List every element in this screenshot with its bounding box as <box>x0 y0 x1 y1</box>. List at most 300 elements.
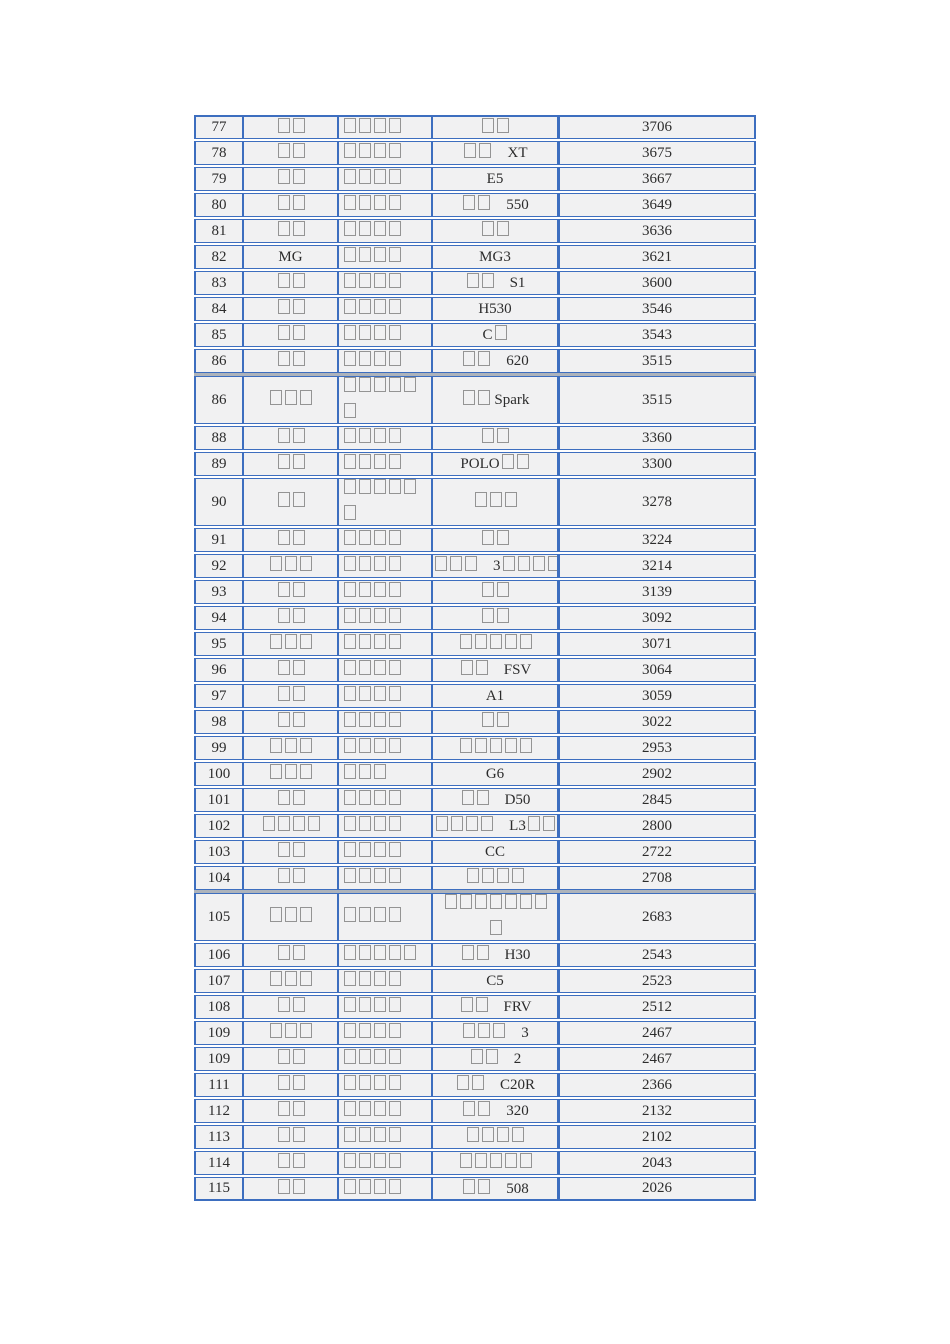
cell-brand <box>243 580 338 604</box>
missing-glyph-box-icon <box>445 894 457 909</box>
cell-text <box>244 634 337 654</box>
cell-text <box>244 299 337 319</box>
missing-glyph-box-icon <box>490 894 502 909</box>
cell-model <box>432 115 558 139</box>
cell-rank <box>194 840 243 864</box>
cell-brand <box>243 606 338 630</box>
cell-rank <box>194 115 243 139</box>
cell-text: 92 <box>211 557 227 574</box>
missing-glyph-box-icon <box>404 479 416 494</box>
cell-text <box>433 118 557 138</box>
cell-model <box>432 788 558 812</box>
cell-text <box>433 582 557 602</box>
missing-glyph-box-icon <box>482 428 494 443</box>
cell-category <box>338 193 432 217</box>
missing-glyph-box-icon <box>404 377 416 392</box>
cell-text: 108 <box>207 998 231 1015</box>
cell-sales <box>558 995 756 1019</box>
table-row <box>194 193 756 217</box>
cell-text <box>342 376 431 424</box>
cell-category <box>338 1073 432 1097</box>
cell-text: S1 <box>433 273 557 293</box>
missing-glyph-box-icon <box>464 143 476 158</box>
missing-glyph-box-icon <box>389 1075 401 1090</box>
cell-sales <box>558 219 756 243</box>
cell-text <box>433 489 557 515</box>
missing-glyph-box-icon <box>475 634 487 649</box>
cell-text: 2523 <box>642 972 672 989</box>
missing-glyph-box-icon <box>278 530 290 545</box>
cell-text <box>244 489 337 515</box>
missing-glyph-box-icon <box>344 428 356 443</box>
cell-brand <box>243 554 338 578</box>
missing-glyph-box-icon <box>490 920 502 935</box>
cell-text: G6 <box>485 765 505 782</box>
cell-text <box>244 790 337 810</box>
missing-glyph-box-icon <box>503 556 515 571</box>
cell-text: H30 <box>433 945 557 965</box>
cell-text <box>342 1179 431 1199</box>
missing-glyph-box-icon <box>344 299 356 314</box>
missing-glyph-box-icon <box>374 971 386 986</box>
missing-glyph-box-icon <box>520 738 532 753</box>
missing-glyph-box-icon <box>389 1049 401 1064</box>
missing-glyph-box-icon <box>389 1153 401 1168</box>
cell-category <box>338 580 432 604</box>
cell-text: L3 <box>433 816 557 836</box>
cell-text: 550 <box>433 195 557 215</box>
cell-brand <box>243 426 338 450</box>
missing-glyph-box-icon <box>460 1153 472 1168</box>
cell-text: C <box>433 325 557 345</box>
missing-glyph-box-icon <box>278 1179 290 1194</box>
missing-glyph-box-icon <box>278 712 290 727</box>
missing-glyph-box-icon <box>293 816 305 831</box>
cell-model <box>432 167 558 191</box>
missing-glyph-box-icon <box>436 816 448 831</box>
cell-sales <box>558 1151 756 1175</box>
cell-brand <box>243 788 338 812</box>
cell-model <box>432 1021 558 1045</box>
cell-text <box>244 816 337 836</box>
cell-category <box>338 323 432 347</box>
missing-glyph-box-icon <box>285 971 297 986</box>
cell-text: 2467 <box>642 1024 672 1041</box>
missing-glyph-box-icon <box>359 1101 371 1116</box>
missing-glyph-box-icon <box>389 221 401 236</box>
cell-text <box>342 945 431 965</box>
cell-text <box>342 712 431 732</box>
cell-text <box>244 608 337 628</box>
cell-brand <box>243 245 338 269</box>
cell-text: 85 <box>211 326 227 343</box>
missing-glyph-box-icon <box>389 1179 401 1194</box>
table-row <box>194 167 756 191</box>
cell-sales <box>558 736 756 760</box>
missing-glyph-box-icon <box>278 608 290 623</box>
table-row <box>194 323 756 347</box>
cell-rank <box>194 580 243 604</box>
cell-text: A1 <box>485 687 505 704</box>
missing-glyph-box-icon <box>278 997 290 1012</box>
cell-text <box>244 1101 337 1121</box>
cell-brand <box>243 1125 338 1149</box>
cell-category <box>338 840 432 864</box>
missing-glyph-box-icon <box>460 894 472 909</box>
missing-glyph-box-icon <box>344 868 356 883</box>
missing-glyph-box-icon <box>293 660 305 675</box>
cell-model <box>432 554 558 578</box>
cell-model <box>432 632 558 656</box>
cell-category <box>338 684 432 708</box>
missing-glyph-box-icon <box>512 868 524 883</box>
cell-text: 90 <box>211 494 227 510</box>
missing-glyph-box-icon <box>359 608 371 623</box>
cell-rank <box>194 995 243 1019</box>
cell-text: 3515 <box>642 392 672 408</box>
cell-rank <box>194 528 243 552</box>
missing-glyph-box-icon <box>374 1049 386 1064</box>
cell-sales <box>558 1073 756 1097</box>
missing-glyph-box-icon <box>293 582 305 597</box>
cell-sales <box>558 632 756 656</box>
table-row <box>194 349 756 373</box>
missing-glyph-box-icon <box>497 868 509 883</box>
missing-glyph-box-icon <box>389 143 401 158</box>
missing-glyph-box-icon <box>344 816 356 831</box>
cell-brand <box>243 219 338 243</box>
missing-glyph-box-icon <box>278 492 290 507</box>
missing-glyph-box-icon <box>278 351 290 366</box>
missing-glyph-box-icon <box>344 712 356 727</box>
cell-model <box>432 193 558 217</box>
cell-model <box>432 426 558 450</box>
cell-text: 83 <box>211 274 227 291</box>
cell-text: 3092 <box>642 609 672 626</box>
cell-model <box>432 866 558 890</box>
missing-glyph-box-icon <box>461 660 473 675</box>
cell-text <box>433 738 557 758</box>
cell-category <box>338 632 432 656</box>
missing-glyph-box-icon <box>482 221 494 236</box>
cell-text: Spark <box>433 387 557 413</box>
cell-text: H530 <box>478 300 512 317</box>
cell-text: FRV <box>433 997 557 1017</box>
cell-text: 2800 <box>642 817 672 834</box>
cell-sales <box>558 426 756 450</box>
missing-glyph-box-icon <box>359 169 371 184</box>
missing-glyph-box-icon <box>374 712 386 727</box>
missing-glyph-box-icon <box>462 790 474 805</box>
missing-glyph-box-icon <box>497 118 509 133</box>
missing-glyph-box-icon <box>278 1127 290 1142</box>
cell-text: 86 <box>211 392 227 408</box>
cell-sales <box>558 1047 756 1071</box>
cell-category <box>338 1047 432 1071</box>
missing-glyph-box-icon <box>293 790 305 805</box>
missing-glyph-box-icon <box>293 1127 305 1142</box>
cell-model <box>432 943 558 967</box>
table-row <box>194 762 756 786</box>
cell-sales <box>558 840 756 864</box>
missing-glyph-box-icon <box>457 1075 469 1090</box>
missing-glyph-box-icon <box>278 454 290 469</box>
missing-glyph-box-icon <box>389 997 401 1012</box>
missing-glyph-box-icon <box>293 686 305 701</box>
missing-glyph-box-icon <box>344 907 356 922</box>
cell-text: 2902 <box>642 765 672 782</box>
missing-glyph-box-icon <box>450 556 462 571</box>
missing-glyph-box-icon <box>359 530 371 545</box>
cell-text <box>433 712 557 732</box>
cell-text: 106 <box>207 946 231 963</box>
cell-text: 2708 <box>642 869 672 886</box>
cell-category <box>338 658 432 682</box>
missing-glyph-box-icon <box>344 634 356 649</box>
missing-glyph-box-icon <box>493 1023 505 1038</box>
cell-text <box>244 530 337 550</box>
cell-rank <box>194 1073 243 1097</box>
missing-glyph-box-icon <box>404 945 416 960</box>
table-row <box>194 1151 756 1175</box>
table-row <box>194 814 756 838</box>
missing-glyph-box-icon <box>344 945 356 960</box>
cell-text <box>342 247 431 267</box>
missing-glyph-box-icon <box>389 1101 401 1116</box>
cell-text <box>244 1179 337 1199</box>
missing-glyph-box-icon <box>278 1075 290 1090</box>
cell-text: POLO <box>433 454 557 474</box>
missing-glyph-box-icon <box>293 1075 305 1090</box>
cell-text <box>342 478 431 526</box>
missing-glyph-box-icon <box>359 556 371 571</box>
cell-text: XT <box>433 143 557 163</box>
cell-text <box>342 1153 431 1173</box>
missing-glyph-box-icon <box>435 556 447 571</box>
cell-text <box>342 299 431 319</box>
cell-text <box>244 1049 337 1069</box>
missing-glyph-box-icon <box>463 1101 475 1116</box>
cell-brand <box>243 271 338 295</box>
cell-text <box>244 169 337 189</box>
missing-glyph-box-icon <box>476 997 488 1012</box>
cell-brand <box>243 684 338 708</box>
missing-glyph-box-icon <box>374 945 386 960</box>
cell-text <box>342 790 431 810</box>
cell-text <box>244 325 337 345</box>
cell-text <box>244 738 337 758</box>
cell-text: 2132 <box>642 1102 672 1119</box>
missing-glyph-box-icon <box>482 1127 494 1142</box>
cell-text: 3064 <box>642 661 672 678</box>
cell-model <box>432 1099 558 1123</box>
cell-text: 320 <box>433 1101 557 1121</box>
cell-brand <box>243 297 338 321</box>
missing-glyph-box-icon <box>344 556 356 571</box>
missing-glyph-box-icon <box>344 479 356 494</box>
missing-glyph-box-icon <box>543 816 555 831</box>
missing-glyph-box-icon <box>344 660 356 675</box>
missing-glyph-box-icon <box>344 997 356 1012</box>
cell-brand <box>243 1047 338 1071</box>
cell-text: 2845 <box>642 791 672 808</box>
cell-category <box>338 219 432 243</box>
missing-glyph-box-icon <box>270 390 282 405</box>
cell-text <box>244 686 337 706</box>
missing-glyph-box-icon <box>374 169 386 184</box>
missing-glyph-box-icon <box>300 390 312 405</box>
missing-glyph-box-icon <box>461 997 473 1012</box>
cell-rank <box>194 141 243 165</box>
cell-brand <box>243 452 338 476</box>
missing-glyph-box-icon <box>359 1179 371 1194</box>
missing-glyph-box-icon <box>285 556 297 571</box>
missing-glyph-box-icon <box>374 1127 386 1142</box>
missing-glyph-box-icon <box>278 169 290 184</box>
cell-category <box>338 271 432 295</box>
cell-text: 107 <box>207 972 231 989</box>
cell-sales <box>558 193 756 217</box>
missing-glyph-box-icon <box>344 530 356 545</box>
cell-category <box>338 1099 432 1123</box>
missing-glyph-box-icon <box>359 351 371 366</box>
missing-glyph-box-icon <box>477 945 489 960</box>
cell-text: C20R <box>433 1075 557 1095</box>
cell-rank <box>194 167 243 191</box>
cell-text <box>244 273 337 293</box>
cell-text <box>342 764 431 784</box>
cell-text <box>244 195 337 215</box>
missing-glyph-box-icon <box>293 169 305 184</box>
cell-text <box>342 971 431 991</box>
missing-glyph-box-icon <box>389 660 401 675</box>
missing-glyph-box-icon <box>359 582 371 597</box>
cell-text: 2683 <box>642 909 672 925</box>
table-row <box>194 554 756 578</box>
missing-glyph-box-icon <box>270 764 282 779</box>
cell-category <box>338 349 432 373</box>
missing-glyph-box-icon <box>374 1075 386 1090</box>
cell-brand <box>243 943 338 967</box>
missing-glyph-box-icon <box>359 997 371 1012</box>
car-sales-ranking-table <box>194 115 756 1201</box>
cell-model <box>432 580 558 604</box>
missing-glyph-box-icon <box>278 660 290 675</box>
cell-text: 620 <box>433 351 557 371</box>
cell-text <box>342 842 431 862</box>
missing-glyph-box-icon <box>359 195 371 210</box>
cell-text <box>342 997 431 1017</box>
missing-glyph-box-icon <box>520 634 532 649</box>
missing-glyph-box-icon <box>528 816 540 831</box>
cell-text: E5 <box>486 170 504 187</box>
cell-text <box>244 764 337 784</box>
missing-glyph-box-icon <box>344 505 356 520</box>
missing-glyph-box-icon <box>278 325 290 340</box>
cell-text: 508 <box>433 1179 557 1199</box>
missing-glyph-box-icon <box>389 454 401 469</box>
missing-glyph-box-icon <box>359 273 371 288</box>
cell-model <box>432 528 558 552</box>
cell-rank <box>194 632 243 656</box>
cell-brand <box>243 866 338 890</box>
missing-glyph-box-icon <box>505 634 517 649</box>
missing-glyph-box-icon <box>293 945 305 960</box>
cell-category <box>338 814 432 838</box>
missing-glyph-box-icon <box>359 816 371 831</box>
cell-text: 95 <box>211 635 227 652</box>
missing-glyph-box-icon <box>475 894 487 909</box>
missing-glyph-box-icon <box>460 738 472 753</box>
missing-glyph-box-icon <box>344 1153 356 1168</box>
cell-brand <box>243 1021 338 1045</box>
cell-rank <box>194 814 243 838</box>
missing-glyph-box-icon <box>344 582 356 597</box>
missing-glyph-box-icon <box>512 1127 524 1142</box>
missing-glyph-box-icon <box>374 143 386 158</box>
missing-glyph-box-icon <box>344 971 356 986</box>
cell-text <box>433 428 557 448</box>
missing-glyph-box-icon <box>293 842 305 857</box>
missing-glyph-box-icon <box>478 195 490 210</box>
missing-glyph-box-icon <box>344 1075 356 1090</box>
cell-rank <box>194 943 243 967</box>
missing-glyph-box-icon <box>285 1023 297 1038</box>
cell-sales <box>558 297 756 321</box>
missing-glyph-box-icon <box>463 1179 475 1194</box>
missing-glyph-box-icon <box>389 1127 401 1142</box>
cell-model <box>432 245 558 269</box>
missing-glyph-box-icon <box>497 608 509 623</box>
cell-category <box>338 376 432 424</box>
missing-glyph-box-icon <box>344 764 356 779</box>
missing-glyph-box-icon <box>374 660 386 675</box>
cell-category <box>338 452 432 476</box>
cell-sales <box>558 710 756 734</box>
cell-text: D50 <box>433 790 557 810</box>
table-row <box>194 1099 756 1123</box>
missing-glyph-box-icon <box>374 195 386 210</box>
missing-glyph-box-icon <box>482 712 494 727</box>
missing-glyph-box-icon <box>344 686 356 701</box>
table-row <box>194 373 756 424</box>
missing-glyph-box-icon <box>374 530 386 545</box>
missing-glyph-box-icon <box>300 764 312 779</box>
cell-text <box>342 143 431 163</box>
cell-category <box>338 554 432 578</box>
cell-text <box>244 582 337 602</box>
missing-glyph-box-icon <box>463 351 475 366</box>
missing-glyph-box-icon <box>285 907 297 922</box>
table-row <box>194 245 756 269</box>
missing-glyph-box-icon <box>359 907 371 922</box>
cell-model <box>432 297 558 321</box>
cell-text <box>342 556 431 576</box>
cell-sales <box>558 115 756 139</box>
cell-text: 101 <box>207 791 231 808</box>
table-row <box>194 1125 756 1149</box>
cell-text <box>433 1153 557 1173</box>
missing-glyph-box-icon <box>374 479 386 494</box>
cell-sales <box>558 554 756 578</box>
missing-glyph-box-icon <box>478 351 490 366</box>
missing-glyph-box-icon <box>389 479 401 494</box>
missing-glyph-box-icon <box>502 454 514 469</box>
missing-glyph-box-icon <box>344 169 356 184</box>
cell-text: 3300 <box>642 455 672 472</box>
cell-text <box>433 1127 557 1147</box>
cell-rank <box>194 478 243 526</box>
